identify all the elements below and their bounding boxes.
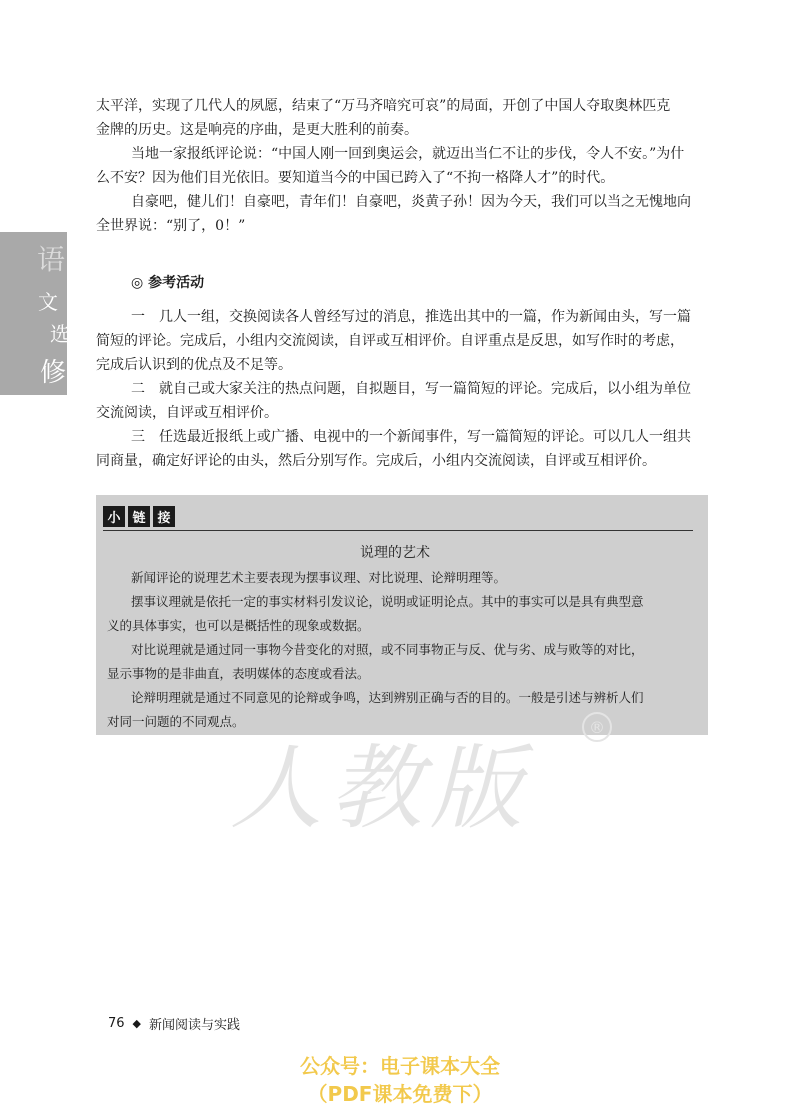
diamond-icon: ◆ <box>132 1017 142 1030</box>
body-line: 自豪吧，健儿们！自豪吧，青年们！自豪吧，炎黄子孙！因为今天，我们可以当之无愧地向 <box>131 194 691 210</box>
activity-line: 一 几人一组，交换阅读各人曾经写过的消息，推选出其中的一篇，作为新闻由头，写一篇 <box>131 309 691 325</box>
registered-mark: ® <box>582 712 612 742</box>
badge-char: 小 <box>103 506 125 527</box>
activity-line: 交流阅读，自评或互相评价。 <box>96 405 278 421</box>
activity-line: 简短的评论。完成后，小组内交流阅读，自评或互相评价。自评重点是反思，如写作时的考虑， <box>96 333 684 349</box>
link-line: 摆事议理就是依托一定的事实材料引发议论，说明或证明论点。其中的事实可以是具有典型意 <box>131 594 644 609</box>
link-line: 义的具体事实，也可以是概括性的现象或数据。 <box>107 618 370 633</box>
body-line: 全世界说：“别了，0！” <box>96 218 246 234</box>
body-line: 当地一家报纸评论说：“中国人刚一回到奥运会，就迈出当仁不让的步伐，令人不安。”为什 <box>131 146 685 162</box>
side-tab <box>0 232 70 395</box>
promo-line: （PDF课本免费下） <box>307 1082 493 1106</box>
page-footer <box>108 1014 240 1033</box>
activity-line: 同商量，确定好评论的由头，然后分别写作。完成后，小组内交流阅读，自评或互相评价。 <box>96 453 656 469</box>
link-line: 论辩明理就是通过不同意见的论辩或争鸣，达到辨别正确与否的目的。一般是引述与辨析人们 <box>131 690 644 705</box>
activities-heading: ◎ 参考活动 <box>131 275 205 291</box>
side-tab-char: 文 <box>38 290 58 314</box>
side-tab-char: 选 <box>50 322 70 346</box>
side-tab-char: 修 <box>40 358 67 388</box>
link-line: 新闻评论的说理艺术主要表现为摆事议理、对比说理、论辩明理等。 <box>131 570 507 585</box>
badge-char: 链 <box>128 506 150 527</box>
link-line: 对比说理就是通过同一事物今昔变化的对照，或不同事物正与反、优与劣、成与败等的对比， <box>131 642 644 657</box>
activity-line: 二 就自己或大家关注的热点问题，自拟题目，写一篇简短的评论。完成后，以小组为单位 <box>131 381 691 397</box>
link-badge <box>103 506 175 527</box>
body-line: 么不安？因为他们目光依旧。要知道当今的中国已跨入了“不拘一格降人才”的时代。 <box>96 170 615 186</box>
publisher-watermark: 人教版 <box>230 735 531 842</box>
side-tab-char: 语 <box>37 243 66 276</box>
activity-line: 完成后认识到的优点及不足等。 <box>96 357 292 373</box>
page-number: 76 <box>108 1016 125 1031</box>
badge-char: 接 <box>153 506 175 527</box>
activity-line: 三 任选最近报纸上或广播、电视中的一个新闻事件，写一篇简短的评论。可以几人一组共 <box>131 429 691 445</box>
body-line: 金牌的历史。这是响亮的序曲，是更大胜利的前奏。 <box>96 122 418 138</box>
link-line: 对同一问题的不同观点。 <box>107 714 245 729</box>
link-line: 显示事物的是非曲直，表明媒体的态度或看法。 <box>107 666 370 681</box>
body-line: 太平洋，实现了几代人的夙愿，结束了“万马齐喑究可哀”的局面，开创了中国人夺取奥林匹克 <box>96 98 671 114</box>
divider <box>103 530 693 531</box>
promo-line: 公众号：电子课本大全 <box>300 1054 500 1078</box>
book-title: 新闻阅读与实践 <box>149 1018 241 1033</box>
link-box-title: 说理的艺术 <box>360 545 430 561</box>
